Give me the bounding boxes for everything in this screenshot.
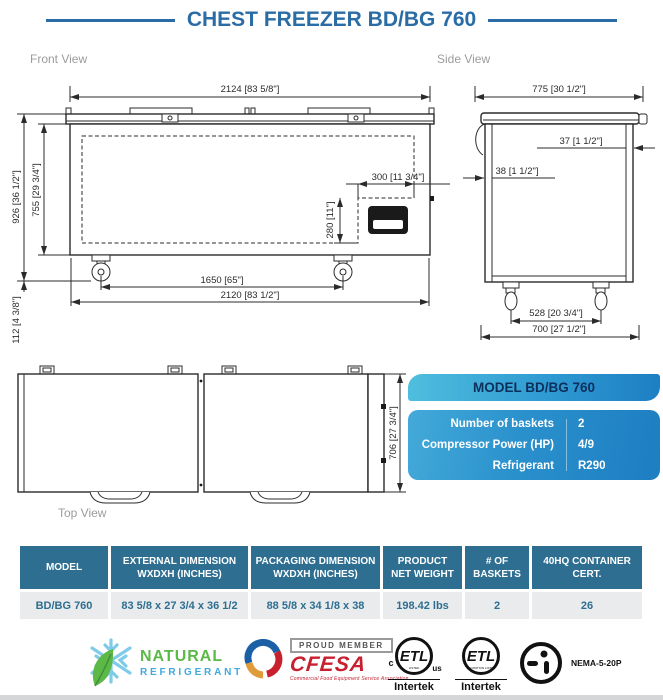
intertek-label: Intertek (388, 679, 440, 693)
model-spec-box (408, 374, 660, 480)
dim-side-wall-left: 38 [1 1/2"] (495, 166, 539, 177)
dim-front-comp-width: 300 [11 3/4"] (371, 172, 425, 183)
front-view-label: Front View (30, 52, 88, 66)
etl-us-label: us (432, 664, 442, 673)
column-header-container-cert: 40HQ CONTAINER CERT. (532, 546, 642, 589)
dim-side-width-top: 775 [30 1/2"] (532, 84, 586, 95)
etl-sanitation-mark (452, 634, 510, 693)
dim-front-height-inner: 755 [29 3/4"] (31, 163, 42, 217)
table-row (20, 592, 645, 619)
spec-row-baskets (408, 416, 660, 433)
svg-text:ETL: ETL (399, 648, 429, 665)
dim-top-depth: 706 [27 3/4"] (388, 406, 399, 460)
cfesa-ring-icon (243, 639, 285, 681)
cfesa-logo (243, 638, 409, 682)
spec-row-refrigerant (408, 458, 660, 475)
model-spec-body (408, 410, 660, 480)
page-bottom-strip (0, 695, 663, 700)
svg-text:ETL: ETL (466, 648, 496, 665)
dim-front-width-top: 2124 [83 5/8"] (220, 84, 280, 95)
spec-value: 2 (578, 417, 585, 430)
spec-table (20, 546, 645, 619)
natural-refrigerant-logo (82, 636, 243, 690)
etl-mark-icon (385, 634, 443, 678)
spec-label: Number of baskets (450, 417, 554, 430)
cfesa-tagline: Commercial Food Equipment Service Association (290, 676, 409, 682)
snowflake-leaf-icon (82, 636, 138, 690)
etl-c-label: c (388, 658, 394, 668)
title-rule-left (46, 19, 175, 22)
cell-model: BD/BG 760 (20, 592, 108, 619)
dim-front-wheel-span: 1650 [65"] (200, 275, 244, 286)
dim-side-wheel-span: 528 [20 3/4"] (529, 308, 583, 319)
column-header-model: MODEL (20, 546, 108, 589)
nema-plug-icon (518, 640, 564, 686)
page-title-row (46, 8, 617, 32)
side-view-label: Side View (437, 52, 491, 66)
page-title: CHEST FREEZER BD/BG 760 (186, 8, 477, 31)
etl-mark-icon (452, 634, 510, 678)
svg-text:SANITATION LISTED: SANITATION LISTED (466, 666, 496, 670)
nema-label: NEMA-5-20P (571, 658, 622, 668)
spec-value: 4/9 (578, 438, 594, 451)
certification-logos (0, 634, 663, 694)
spec-divider (566, 419, 567, 471)
column-header-external-dimension: EXTERNAL DIMENSION WXDXH (INCHES) (111, 546, 248, 589)
spec-row-compressor (408, 437, 660, 454)
dim-front-width-bottom: 2120 [83 1/2"] (220, 290, 280, 301)
etl-listed-mark (385, 634, 443, 693)
model-spec-header: MODEL BD/BG 760 (408, 374, 660, 401)
dim-side-width-bottom: 700 [27 1/2"] (532, 324, 586, 335)
dim-front-comp-height: 280 [11"] (325, 201, 336, 239)
cell-baskets: 2 (465, 592, 529, 619)
spec-label: Refrigerant (492, 459, 554, 472)
cell-net-weight: 198.42 lbs (383, 592, 462, 619)
cell-container-cert: 26 (532, 592, 642, 619)
column-header-packaging-dimension: PACKAGING DIMENSION WXDXH (INCHES) (251, 546, 380, 589)
front-view-drawing (2, 80, 454, 348)
side-view-drawing (455, 80, 661, 348)
natural-label: NATURAL (140, 648, 224, 665)
spec-label: Compressor Power (HP) (421, 438, 554, 451)
cell-packaging-dimension: 88 5/8 x 34 1/8 x 38 (251, 592, 380, 619)
top-view-label: Top View (58, 506, 107, 520)
table-header-row (20, 546, 645, 589)
column-header-net-weight: PRODUCT NET WEIGHT (383, 546, 462, 589)
proud-member-label: PROUD MEMBER (290, 638, 393, 653)
intertek-label: Intertek (455, 679, 507, 693)
cfesa-name: CFESA (288, 653, 368, 676)
nema-plug-logo (518, 640, 622, 686)
top-view-drawing (12, 360, 412, 518)
spec-value: R290 (578, 459, 606, 472)
title-rule-right (488, 19, 617, 22)
svg-text:LISTED: LISTED (408, 666, 420, 670)
dim-side-wall-right: 37 [1 1/2"] (559, 136, 603, 147)
cell-external-dimension: 83 5/8 x 27 3/4 x 36 1/2 (111, 592, 248, 619)
refrigerant-label: REFRIGERANT (140, 667, 244, 678)
column-header-baskets: # OF BASKETS (465, 546, 529, 589)
dim-front-leg-height: 112 [4 3/8"] (11, 296, 22, 344)
dim-front-height-outer: 926 [36 1/2"] (11, 170, 22, 224)
